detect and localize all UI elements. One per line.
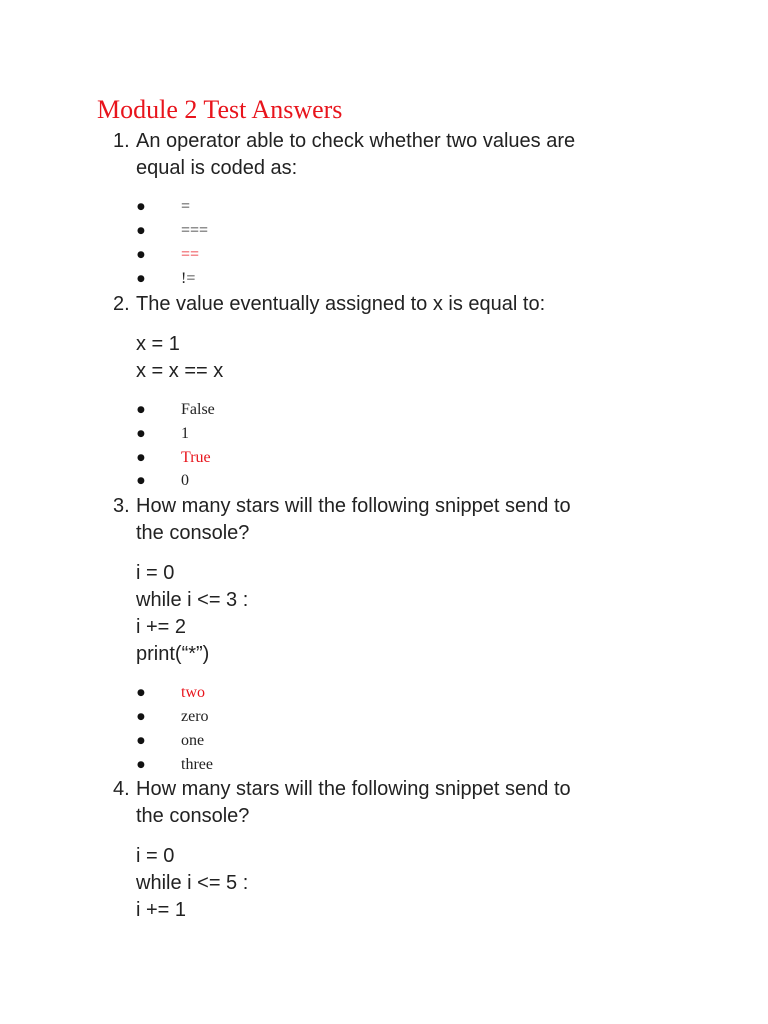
question-number: 3.	[113, 495, 130, 517]
code-line: while i <= 3 :	[136, 589, 249, 611]
option-item: one	[181, 732, 205, 749]
option-item-correct: True	[181, 449, 211, 466]
code-line: i = 0	[136, 562, 175, 584]
option-item-correct: ==	[181, 246, 200, 263]
bullet-icon: ●	[137, 405, 145, 415]
question-text-line: The value eventually assigned to x is equal to:	[136, 293, 546, 315]
bullet-icon: ●	[137, 736, 145, 746]
bullet-icon: ●	[137, 202, 145, 212]
option-item: =	[181, 198, 191, 215]
page-title: Module 2 Test Answers	[97, 95, 343, 124]
question-number: 2.	[113, 293, 130, 315]
option-item: zero	[181, 708, 209, 725]
question-text-line: equal is coded as:	[136, 157, 298, 179]
bullet-icon: ●	[137, 712, 145, 722]
option-item: 1	[181, 425, 189, 442]
option-item-correct: two	[181, 684, 205, 701]
code-line: while i <= 5 :	[136, 872, 249, 894]
code-line: i += 2	[136, 616, 187, 638]
bullet-icon: ●	[137, 760, 145, 770]
bullet-icon: ●	[137, 429, 145, 439]
bullet-icon: ●	[137, 274, 145, 284]
bullet-icon: ●	[137, 226, 145, 236]
option-item: ===	[181, 222, 209, 239]
question-text-line: An operator able to check whether two values are	[136, 130, 576, 152]
code-line: x = x == x	[136, 360, 224, 382]
option-item: three	[181, 756, 213, 773]
question-text-line: How many stars will the following snippet send to	[136, 778, 571, 800]
question-number: 1.	[113, 130, 130, 152]
code-line: print(“*”)	[136, 643, 210, 665]
question-text-line: the console?	[136, 522, 250, 544]
code-line: i += 1	[136, 899, 187, 921]
option-item: False	[181, 401, 215, 418]
bullet-icon: ●	[137, 688, 145, 698]
question-text-line: How many stars will the following snippet send to	[136, 495, 571, 517]
option-item: !=	[181, 270, 196, 287]
question-number: 4.	[113, 778, 130, 800]
code-line: i = 0	[136, 845, 175, 867]
bullet-icon: ●	[137, 453, 145, 463]
bullet-icon: ●	[137, 476, 145, 486]
option-item: 0	[181, 472, 189, 489]
code-line: x = 1	[136, 333, 180, 355]
question-text-line: the console?	[136, 805, 250, 827]
bullet-icon: ●	[137, 250, 145, 260]
